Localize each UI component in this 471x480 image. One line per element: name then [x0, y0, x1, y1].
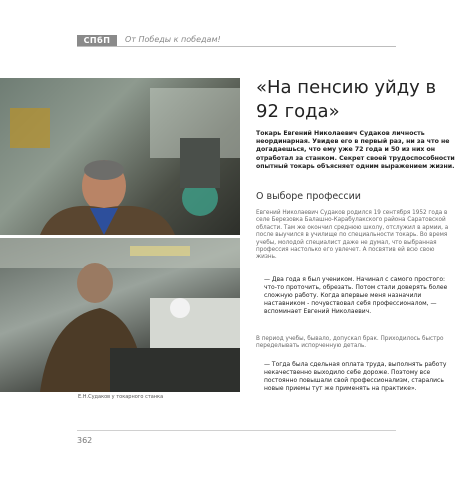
article-lead: Токарь Евгений Николаевич Судаков личность неординарная. Увидев его в первый раз, ни за что не догадаешься, что ему уже 72 года и 50 из них он отработал за станком. Секрет своей трудоспособности опытный токарь объясняет одним выражением жизни.: [256, 130, 455, 170]
footer-divider: [77, 430, 396, 431]
paragraph-1: Евгений Николаевич Судаков родился 19 сентября 1952 года в селе Березовка Балашно-Карабулакского района Саратовской области. Там же окончил среднюю школу, отслужил в армии, а после выучился в училище по специальности токарь. Во время учебы, молодой специалист даже не думал, что выбранная профессия настолько его увлечет. А посвятив ей всю свою жизнь.: [256, 210, 449, 261]
lathe-photo: [0, 238, 240, 392]
photo-caption: Е.Н.Судаков у токарного станка: [78, 394, 164, 400]
portrait-photo: [0, 78, 240, 235]
portrait-photo-art: [0, 78, 240, 235]
page-header: [77, 32, 396, 48]
page-number: 362: [77, 436, 93, 445]
paragraph-2: В период учебы, бывало, допускал брак. Приходилось быстро переделывать испорченную деталь.: [256, 336, 444, 350]
article-title: «На пенсию уйду в 92 года»: [256, 77, 437, 122]
publication-logo: СПбП: [77, 35, 117, 46]
quote-2: — Тогда была сдельная оплата труда, выполнять работу некачественно выходило себе дороже. Поэтому все постоянно повышали свой профессионализм, старались новые приемы тут же применять на практике».: [264, 361, 447, 392]
header-divider: [77, 46, 396, 47]
section-heading: О выборе профессии: [256, 191, 361, 202]
lathe-photo-art: [0, 238, 240, 392]
quote-1: — Два года я был учеником. Начинал с самого простого: что-то проточить, обрезать. Потом стали доверять более сложную работу. Когда впервые меня назначили наставником - почувствовал себя профессионалом, — вспоминает Евгений Николаевич.: [264, 276, 448, 315]
running-header: От Победы к победам!: [125, 35, 221, 44]
